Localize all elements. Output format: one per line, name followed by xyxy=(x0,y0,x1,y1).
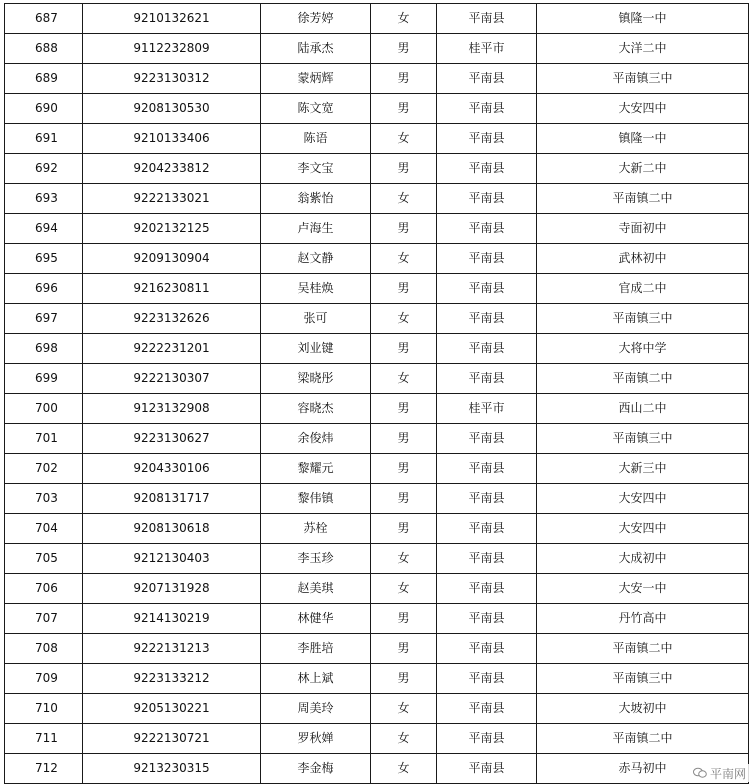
county-cell: 平南县 xyxy=(437,4,537,34)
candidate-id-cell: 9214130219 xyxy=(83,604,261,634)
county-cell: 平南县 xyxy=(437,304,537,334)
gender-cell: 女 xyxy=(371,724,437,754)
row-number-cell: 702 xyxy=(5,454,83,484)
school-cell: 平南镇二中 xyxy=(537,184,749,214)
gender-cell: 女 xyxy=(371,754,437,784)
row-number-cell: 701 xyxy=(5,424,83,454)
student-name-cell: 李胜培 xyxy=(261,634,371,664)
row-number-cell: 699 xyxy=(5,364,83,394)
table-row xyxy=(5,394,749,424)
gender-cell: 男 xyxy=(371,424,437,454)
table-row xyxy=(5,364,749,394)
gender-cell: 女 xyxy=(371,124,437,154)
watermark xyxy=(689,764,750,782)
school-cell: 丹竹高中 xyxy=(537,604,749,634)
table-row xyxy=(5,574,749,604)
county-cell: 平南县 xyxy=(437,424,537,454)
school-cell: 大安四中 xyxy=(537,514,749,544)
county-cell: 平南县 xyxy=(437,724,537,754)
row-number-cell: 707 xyxy=(5,604,83,634)
table-row xyxy=(5,634,749,664)
row-number-cell: 696 xyxy=(5,274,83,304)
candidate-id-cell: 9202132125 xyxy=(83,214,261,244)
gender-cell: 男 xyxy=(371,634,437,664)
row-number-cell: 709 xyxy=(5,664,83,694)
table-row xyxy=(5,484,749,514)
county-cell: 平南县 xyxy=(437,364,537,394)
candidate-id-cell: 9123132908 xyxy=(83,394,261,424)
school-cell: 大安四中 xyxy=(537,484,749,514)
row-number-cell: 689 xyxy=(5,64,83,94)
candidate-id-cell: 9205130221 xyxy=(83,694,261,724)
student-name-cell: 林健华 xyxy=(261,604,371,634)
gender-cell: 女 xyxy=(371,544,437,574)
gender-cell: 男 xyxy=(371,334,437,364)
county-cell: 平南县 xyxy=(437,274,537,304)
student-list-table xyxy=(4,3,749,784)
county-cell: 平南县 xyxy=(437,514,537,544)
table-row xyxy=(5,214,749,244)
row-number-cell: 710 xyxy=(5,694,83,724)
gender-cell: 男 xyxy=(371,34,437,64)
candidate-id-cell: 9222231201 xyxy=(83,334,261,364)
candidate-id-cell: 9222133021 xyxy=(83,184,261,214)
table-row xyxy=(5,4,749,34)
table-row xyxy=(5,694,749,724)
gender-cell: 男 xyxy=(371,484,437,514)
candidate-id-cell: 9210133406 xyxy=(83,124,261,154)
table-row xyxy=(5,304,749,334)
gender-cell: 男 xyxy=(371,94,437,124)
student-name-cell: 林上斌 xyxy=(261,664,371,694)
candidate-id-cell: 9208130618 xyxy=(83,514,261,544)
table-row xyxy=(5,334,749,364)
row-number-cell: 691 xyxy=(5,124,83,154)
gender-cell: 男 xyxy=(371,274,437,304)
school-cell: 平南镇三中 xyxy=(537,304,749,334)
candidate-id-cell: 9222130721 xyxy=(83,724,261,754)
student-name-cell: 李文宝 xyxy=(261,154,371,184)
gender-cell: 女 xyxy=(371,244,437,274)
county-cell: 平南县 xyxy=(437,604,537,634)
county-cell: 平南县 xyxy=(437,244,537,274)
gender-cell: 女 xyxy=(371,574,437,604)
candidate-id-cell: 9213230315 xyxy=(83,754,261,784)
row-number-cell: 705 xyxy=(5,544,83,574)
county-cell: 平南县 xyxy=(437,214,537,244)
gender-cell: 女 xyxy=(371,364,437,394)
county-cell: 平南县 xyxy=(437,574,537,604)
gender-cell: 男 xyxy=(371,64,437,94)
student-name-cell: 徐芳婷 xyxy=(261,4,371,34)
table-row xyxy=(5,514,749,544)
candidate-id-cell: 9216230811 xyxy=(83,274,261,304)
student-name-cell: 卢海生 xyxy=(261,214,371,244)
school-cell: 平南镇二中 xyxy=(537,724,749,754)
school-cell: 大洋二中 xyxy=(537,34,749,64)
student-name-cell: 陈文宽 xyxy=(261,94,371,124)
chat-bubble-icon xyxy=(693,767,707,779)
candidate-id-cell: 9210132621 xyxy=(83,4,261,34)
candidate-id-cell: 9223132626 xyxy=(83,304,261,334)
row-number-cell: 698 xyxy=(5,334,83,364)
candidate-id-cell: 9112232809 xyxy=(83,34,261,64)
table-row xyxy=(5,94,749,124)
school-cell: 平南镇三中 xyxy=(537,64,749,94)
student-name-cell: 赵文静 xyxy=(261,244,371,274)
school-cell: 大坡初中 xyxy=(537,694,749,724)
gender-cell: 男 xyxy=(371,394,437,424)
gender-cell: 男 xyxy=(371,514,437,544)
candidate-id-cell: 9222131213 xyxy=(83,634,261,664)
student-name-cell: 蒙炳辉 xyxy=(261,64,371,94)
gender-cell: 女 xyxy=(371,4,437,34)
row-number-cell: 690 xyxy=(5,94,83,124)
row-number-cell: 695 xyxy=(5,244,83,274)
table-row xyxy=(5,724,749,754)
row-number-cell: 688 xyxy=(5,34,83,64)
candidate-id-cell: 9207131928 xyxy=(83,574,261,604)
county-cell: 平南县 xyxy=(437,694,537,724)
school-cell: 镇隆一中 xyxy=(537,124,749,154)
table-row xyxy=(5,664,749,694)
row-number-cell: 692 xyxy=(5,154,83,184)
gender-cell: 男 xyxy=(371,664,437,694)
county-cell: 平南县 xyxy=(437,634,537,664)
student-name-cell: 刘业键 xyxy=(261,334,371,364)
school-cell: 武林初中 xyxy=(537,244,749,274)
student-name-cell: 黎伟镇 xyxy=(261,484,371,514)
school-cell: 大新三中 xyxy=(537,454,749,484)
table-row xyxy=(5,454,749,484)
county-cell: 平南县 xyxy=(437,64,537,94)
student-name-cell: 梁晓彤 xyxy=(261,364,371,394)
county-cell: 桂平市 xyxy=(437,394,537,424)
county-cell: 平南县 xyxy=(437,184,537,214)
row-number-cell: 712 xyxy=(5,754,83,784)
candidate-id-cell: 9208131717 xyxy=(83,484,261,514)
row-number-cell: 708 xyxy=(5,634,83,664)
table-row xyxy=(5,34,749,64)
school-cell: 大安一中 xyxy=(537,574,749,604)
gender-cell: 男 xyxy=(371,214,437,244)
gender-cell: 女 xyxy=(371,694,437,724)
school-cell: 平南镇三中 xyxy=(537,424,749,454)
school-cell: 大将中学 xyxy=(537,334,749,364)
candidate-id-cell: 9209130904 xyxy=(83,244,261,274)
county-cell: 平南县 xyxy=(437,754,537,784)
table-row xyxy=(5,244,749,274)
row-number-cell: 687 xyxy=(5,4,83,34)
student-name-cell: 李金梅 xyxy=(261,754,371,784)
student-name-cell: 张可 xyxy=(261,304,371,334)
row-number-cell: 697 xyxy=(5,304,83,334)
school-cell: 寺面初中 xyxy=(537,214,749,244)
table-row xyxy=(5,424,749,454)
row-number-cell: 700 xyxy=(5,394,83,424)
student-name-cell: 陈语 xyxy=(261,124,371,154)
candidate-id-cell: 9204233812 xyxy=(83,154,261,184)
student-name-cell: 周美玲 xyxy=(261,694,371,724)
student-name-cell: 吴桂焕 xyxy=(261,274,371,304)
school-cell: 赤马初中 xyxy=(537,754,749,784)
county-cell: 平南县 xyxy=(437,664,537,694)
school-cell: 镇隆一中 xyxy=(537,4,749,34)
county-cell: 平南县 xyxy=(437,454,537,484)
candidate-id-cell: 9222130307 xyxy=(83,364,261,394)
student-name-cell: 苏栓 xyxy=(261,514,371,544)
county-cell: 桂平市 xyxy=(437,34,537,64)
county-cell: 平南县 xyxy=(437,484,537,514)
row-number-cell: 693 xyxy=(5,184,83,214)
student-name-cell: 余俊炜 xyxy=(261,424,371,454)
watermark-text: 平南网 xyxy=(709,766,746,781)
school-cell: 大新二中 xyxy=(537,154,749,184)
gender-cell: 男 xyxy=(371,454,437,484)
row-number-cell: 704 xyxy=(5,514,83,544)
candidate-id-cell: 9212130403 xyxy=(83,544,261,574)
gender-cell: 女 xyxy=(371,304,437,334)
county-cell: 平南县 xyxy=(437,124,537,154)
student-name-cell: 赵美琪 xyxy=(261,574,371,604)
school-cell: 平南镇三中 xyxy=(537,664,749,694)
student-name-cell: 罗秋婵 xyxy=(261,724,371,754)
student-name-cell: 陆承杰 xyxy=(261,34,371,64)
table-body xyxy=(5,4,749,784)
school-cell: 平南镇二中 xyxy=(537,634,749,664)
row-number-cell: 711 xyxy=(5,724,83,754)
gender-cell: 女 xyxy=(371,184,437,214)
table-row xyxy=(5,754,749,784)
gender-cell: 男 xyxy=(371,154,437,184)
table-row xyxy=(5,274,749,304)
candidate-id-cell: 9208130530 xyxy=(83,94,261,124)
table-row xyxy=(5,64,749,94)
table-row xyxy=(5,124,749,154)
school-cell: 大成初中 xyxy=(537,544,749,574)
county-cell: 平南县 xyxy=(437,544,537,574)
student-name-cell: 翁紫怡 xyxy=(261,184,371,214)
candidate-id-cell: 9223133212 xyxy=(83,664,261,694)
school-cell: 西山二中 xyxy=(537,394,749,424)
county-cell: 平南县 xyxy=(437,334,537,364)
candidate-id-cell: 9223130627 xyxy=(83,424,261,454)
row-number-cell: 703 xyxy=(5,484,83,514)
row-number-cell: 694 xyxy=(5,214,83,244)
student-name-cell: 李玉珍 xyxy=(261,544,371,574)
county-cell: 平南县 xyxy=(437,154,537,184)
county-cell: 平南县 xyxy=(437,94,537,124)
student-name-cell: 黎耀元 xyxy=(261,454,371,484)
row-number-cell: 706 xyxy=(5,574,83,604)
school-cell: 平南镇二中 xyxy=(537,364,749,394)
school-cell: 大安四中 xyxy=(537,94,749,124)
gender-cell: 男 xyxy=(371,604,437,634)
table-row xyxy=(5,544,749,574)
table-row xyxy=(5,154,749,184)
table-row xyxy=(5,184,749,214)
school-cell: 官成二中 xyxy=(537,274,749,304)
candidate-id-cell: 9204330106 xyxy=(83,454,261,484)
table-row xyxy=(5,604,749,634)
candidate-id-cell: 9223130312 xyxy=(83,64,261,94)
student-name-cell: 容晓杰 xyxy=(261,394,371,424)
